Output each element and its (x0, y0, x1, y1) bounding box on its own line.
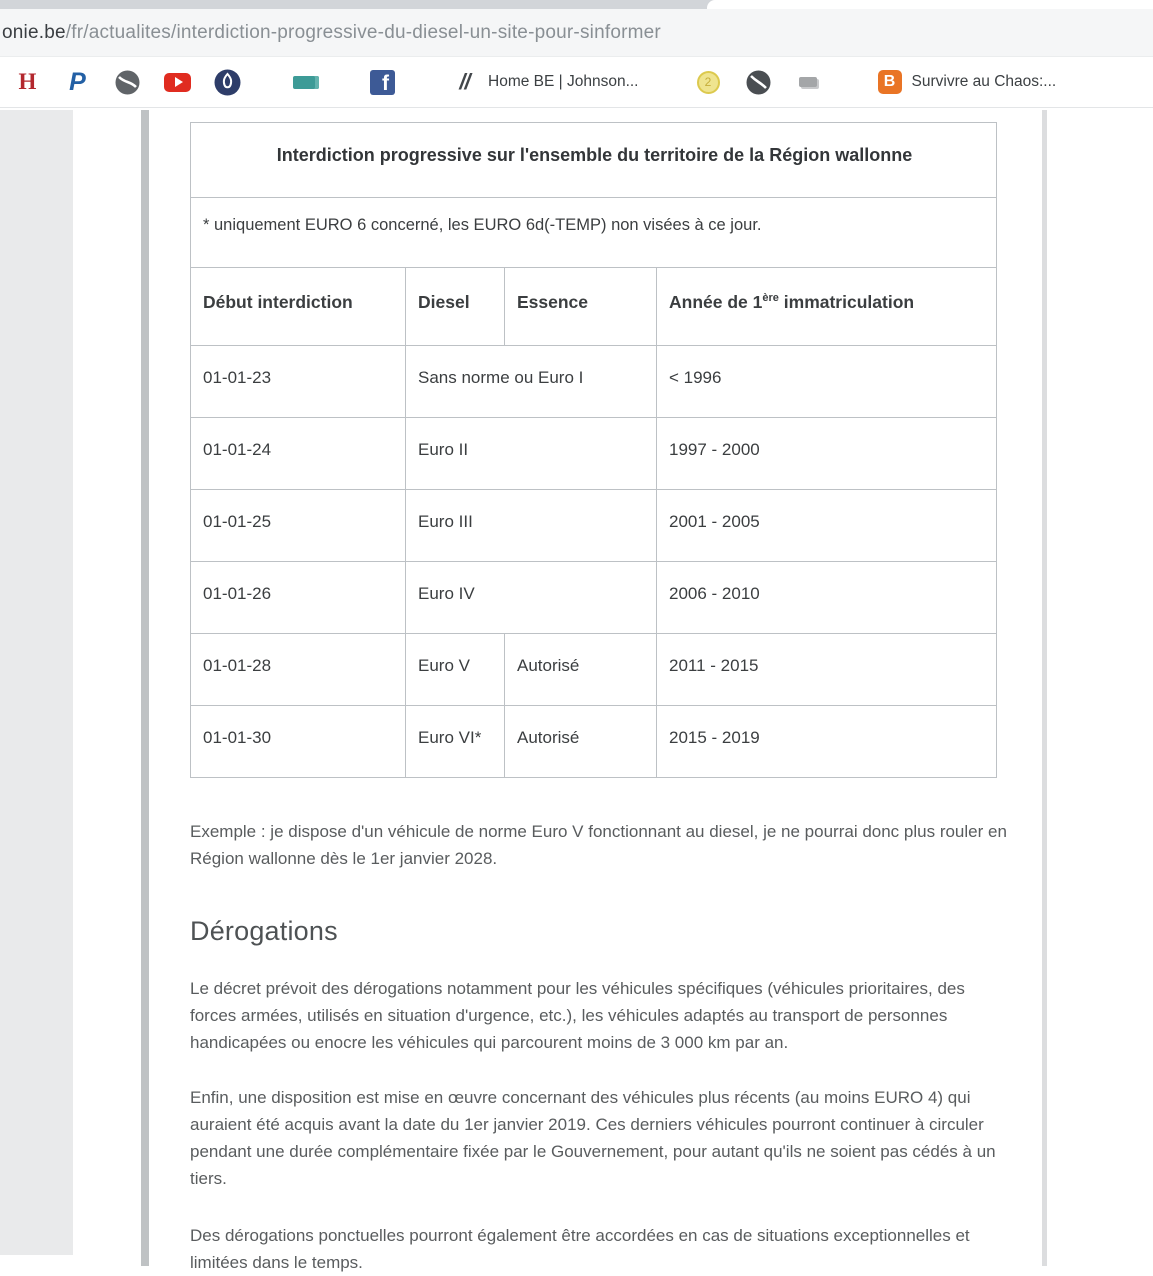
header-essence: Essence (505, 268, 657, 346)
blogger-icon: B (878, 70, 902, 94)
cell-annee: 2001 - 2005 (657, 490, 997, 562)
table-row (191, 490, 997, 562)
table-row (191, 418, 997, 490)
bookmark-label: Home BE | Johnson... (488, 73, 639, 90)
coin-icon: 2 (695, 69, 722, 96)
youtube-icon (164, 69, 191, 96)
bookmark-survivre[interactable] (878, 70, 1057, 94)
paragraph: Des dérogations ponctuelles pourront également être accordées en cas de situations exceptionnelles et limitées dans le temps. (190, 1226, 970, 1272)
flame-circle-icon (214, 69, 241, 96)
teal-card-icon (292, 69, 319, 96)
url-path: /fr/actualites/interdiction-progressive-du-diesel-un-site-pour-sinformer (65, 21, 661, 43)
bookmark-teal-card[interactable] (292, 69, 319, 96)
content-left-divider (141, 110, 149, 1266)
bookmarks-bar (0, 57, 1153, 108)
cell-debut: 01-01-24 (191, 418, 406, 490)
h-letter-icon: H (18, 69, 37, 94)
bookmark-coin[interactable] (695, 69, 722, 96)
cell-debut: 01-01-28 (191, 634, 406, 706)
derogations-heading: Dérogations (190, 916, 338, 946)
bookmark-image[interactable] (795, 69, 822, 96)
header-diesel: Diesel (406, 268, 505, 346)
bookmark-label: Survivre au Chaos:... (911, 73, 1057, 90)
cell-debut: 01-01-25 (191, 490, 406, 562)
paypal-icon: P (69, 67, 86, 96)
cell-annee: 2015 - 2019 (657, 706, 997, 778)
bookmark-youtube[interactable] (164, 69, 191, 96)
table-header-row (191, 268, 997, 346)
table-title-row (191, 123, 997, 198)
table-title: Interdiction progressive sur l'ensemble du territoire de la Région wallonne (191, 123, 997, 198)
cell-annee: 2011 - 2015 (657, 634, 997, 706)
cell-debut: 01-01-30 (191, 706, 406, 778)
url-text[interactable] (0, 22, 661, 44)
dark-globe-icon (745, 69, 772, 96)
bookmark-globe[interactable] (114, 69, 141, 96)
address-bar[interactable] (0, 9, 1153, 57)
cell-annee: < 1996 (657, 346, 997, 418)
header-debut: Début interdiction (191, 268, 406, 346)
table-row (191, 562, 997, 634)
diesel-ban-table (190, 122, 997, 778)
bookmark-h[interactable] (14, 69, 41, 96)
cell-diesel: Euro V (406, 634, 505, 706)
table-row (191, 706, 997, 778)
bookmark-facebook[interactable] (370, 70, 395, 95)
globe-icon (114, 69, 141, 96)
bookmark-home-be[interactable] (451, 69, 639, 96)
table-note: * uniquement EURO 6 concerné, les EURO 6d(-TEMP) non visées à ce jour. (191, 198, 997, 268)
table-row (191, 634, 997, 706)
image-placeholder-icon (795, 69, 822, 96)
paragraph: Enfin, une disposition est mise en œuvre concernant des véhicules plus récents (au moins EURO 4) qui auraient été acquis avant la date du 1er janvier 2019. Ces derniers véhicules pourront continuer à circuler pendant une durée complémentaire fixée par le Gouvernement, pour autant qu'ils ne soient pas cédés à un tiers. (190, 1088, 996, 1188)
bookmark-paypal[interactable] (64, 69, 91, 96)
header-annee: Année de 1ère immatriculation (657, 268, 997, 346)
cell-norme: Sans norme ou Euro I (406, 346, 657, 418)
cell-norme: Euro III (406, 490, 657, 562)
table-row (191, 346, 997, 418)
cell-essence: Autorisé (505, 706, 657, 778)
table-note-row (191, 198, 997, 268)
cell-diesel: Euro VI* (406, 706, 505, 778)
cell-annee: 1997 - 2000 (657, 418, 997, 490)
cell-norme: Euro IV (406, 562, 657, 634)
cell-essence: Autorisé (505, 634, 657, 706)
bookmark-dark-globe[interactable] (745, 69, 772, 96)
cell-debut: 01-01-23 (191, 346, 406, 418)
cell-norme: Euro II (406, 418, 657, 490)
example-paragraph: Exemple : je dispose d'un véhicule de norme Euro V fonctionnant au diesel, je ne pourrai donc plus rouler en Région wallonne dès le 1er janvier 2028. (190, 822, 1007, 868)
slashes-icon: // (459, 69, 470, 94)
active-tab-edge[interactable] (707, 0, 1153, 9)
webpage-viewport (0, 108, 1153, 1272)
cell-debut: 01-01-26 (191, 562, 406, 634)
bookmark-flame[interactable] (214, 69, 241, 96)
window-top-strip (0, 0, 1153, 9)
article-content (190, 108, 1012, 1276)
left-gutter (0, 110, 73, 1255)
content-right-divider (1042, 110, 1047, 1266)
url-domain: onie.be (2, 21, 66, 43)
facebook-icon: f (370, 70, 395, 95)
cell-annee: 2006 - 2010 (657, 562, 997, 634)
paragraph: Le décret prévoit des dérogations notamment pour les véhicules spécifiques (véhicules prioritaires, des forces armées, utilisés en situation d'urgence, etc.), les véhicules adaptés au transport de personnes handicapées ou enocre les véhicules qui parcourent moins de 3 000 km par an. (190, 979, 965, 1052)
